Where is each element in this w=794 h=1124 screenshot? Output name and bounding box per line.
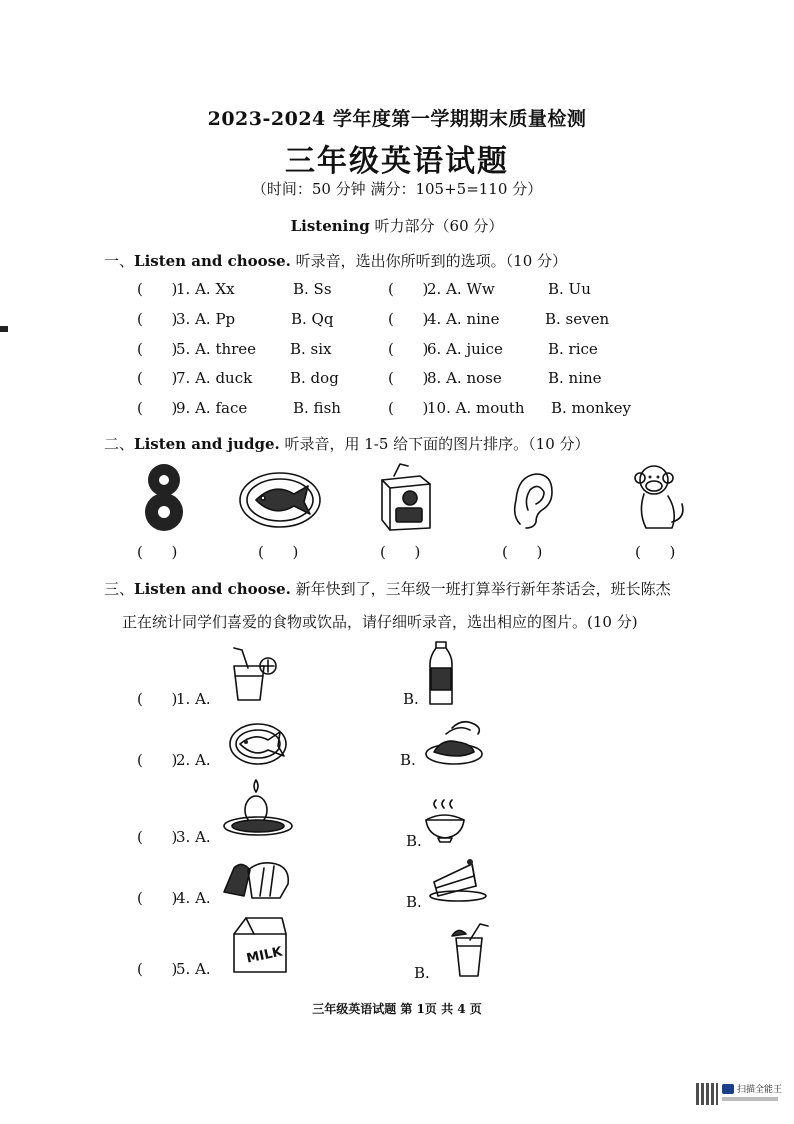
page-footer: 三年级英语试题 第 1页 共 4 页 xyxy=(312,1002,482,1016)
order-blank-1[interactable]: ( ) xyxy=(137,543,178,561)
exam-title: 三年级英语试题 xyxy=(285,144,509,179)
section1-number: 一、 xyxy=(104,252,135,270)
section1-heading xyxy=(104,250,567,271)
q9-option-b: B. fish xyxy=(293,399,341,417)
q7-option-a: 7. A. duck xyxy=(176,369,253,387)
choice-blank-4[interactable]: ( ) xyxy=(137,889,178,907)
juice-box-icon xyxy=(374,462,436,532)
q3-option-a: 3. A. Pp xyxy=(176,310,236,328)
item3-label-b: B. xyxy=(406,832,422,850)
item3-label-a: 3. A. xyxy=(176,828,211,846)
listening-part-heading xyxy=(0,215,794,236)
q2-option-b: B. Uu xyxy=(548,280,591,298)
item2-label-b: B. xyxy=(400,751,416,769)
item4-label-b: B. xyxy=(406,893,422,911)
fish-plate-icon xyxy=(228,720,292,768)
q2-option-a: 2. A. Ww xyxy=(427,280,495,298)
section3-heading-en: Listen and choose. xyxy=(134,580,291,598)
egg-on-plate-icon xyxy=(222,778,294,838)
q7-option-b: B. dog xyxy=(290,369,339,387)
q10-option-a: 10. A. mouth xyxy=(427,399,525,417)
q1-option-a: 1. A. Xx xyxy=(176,280,235,298)
q6-option-b: B. rice xyxy=(548,340,598,358)
answer-blank-7[interactable]: ( ) xyxy=(137,369,178,387)
number-eight-icon xyxy=(140,462,188,532)
q10-option-b: B. monkey xyxy=(551,399,631,417)
choice-blank-3[interactable]: ( ) xyxy=(137,828,178,846)
hot-meat-plate-icon xyxy=(422,716,492,768)
answer-blank-10[interactable]: ( ) xyxy=(388,399,429,417)
answer-blank-8[interactable]: ( ) xyxy=(388,369,429,387)
section2-heading xyxy=(104,433,590,454)
cake-slice-icon xyxy=(428,856,492,902)
scanner-logo-icon xyxy=(722,1084,734,1094)
section3-heading xyxy=(104,578,671,599)
q9-option-a: 9. A. face xyxy=(176,399,248,417)
rice-bowl-icon xyxy=(422,798,468,842)
q4-option-a: 4. A. nine xyxy=(427,310,500,328)
listening-label-cn: 听力部分（60 分） xyxy=(369,217,504,235)
water-bottle-icon xyxy=(426,640,456,708)
item4-label-a: 4. A. xyxy=(176,889,211,907)
item1-label-a: 1. A. xyxy=(176,690,211,708)
listening-label-en: Listening xyxy=(290,217,370,235)
section3-heading-line2: 正在统计同学们喜爱的食物或饮品，请仔细听录音，选出相应的图片。(10 分) xyxy=(122,613,638,631)
item5-label-b: B. xyxy=(414,964,430,982)
milk-carton-icon xyxy=(230,914,290,976)
q6-option-a: 6. A. juice xyxy=(427,340,503,358)
choice-blank-2[interactable]: ( ) xyxy=(137,751,178,769)
juice-glass-icon xyxy=(220,646,284,702)
order-blank-2[interactable]: ( ) xyxy=(258,543,299,561)
qr-code-icon xyxy=(696,1083,718,1105)
answer-blank-9[interactable]: ( ) xyxy=(137,399,178,417)
q8-option-a: 8. A. nose xyxy=(427,369,502,387)
q5-option-b: B. six xyxy=(290,340,332,358)
answer-blank-6[interactable]: ( ) xyxy=(388,340,429,358)
q3-option-b: B. Qq xyxy=(291,310,334,328)
q4-option-b: B. seven xyxy=(545,310,610,328)
order-blank-3[interactable]: ( ) xyxy=(380,543,421,561)
exam-time-and-score: （时间：50 分钟 满分：105+5=110 分） xyxy=(251,180,543,198)
juice-glass-icon xyxy=(444,922,494,978)
bread-icon xyxy=(220,858,292,902)
answer-blank-5[interactable]: ( ) xyxy=(137,340,178,358)
order-blank-4[interactable]: ( ) xyxy=(502,543,543,561)
section3-number: 三、 xyxy=(104,580,135,598)
section1-heading-en: Listen and choose. xyxy=(134,252,291,270)
answer-blank-2[interactable]: ( ) xyxy=(388,280,429,298)
section2-heading-cn: 听录音，用 1-5 给下面的图片排序。（10 分） xyxy=(279,435,590,453)
exam-title-line1: 2023-2024 学年度第一学期期末质量检测 xyxy=(207,108,587,130)
order-blank-5[interactable]: ( ) xyxy=(635,543,676,561)
milk-label: MILK xyxy=(245,944,284,967)
monkey-icon xyxy=(632,462,688,532)
item2-label-a: 2. A. xyxy=(176,751,211,769)
fish-on-plate-icon xyxy=(238,470,322,530)
choice-blank-1[interactable]: ( ) xyxy=(137,690,178,708)
item5-label-a: 5. A. xyxy=(176,960,211,978)
answer-blank-1[interactable]: ( ) xyxy=(137,280,178,298)
section2-heading-en: Listen and judge. xyxy=(134,435,280,453)
q1-option-b: B. Ss xyxy=(293,280,332,298)
scan-edge-mark xyxy=(0,326,8,332)
section2-number: 二、 xyxy=(104,435,135,453)
section1-heading-cn: 听录音，选出你所听到的选项。（10 分） xyxy=(290,252,568,270)
answer-blank-4[interactable]: ( ) xyxy=(388,310,429,328)
section3-heading-cn: 新年快到了，三年级一班打算举行新年茶话会，班长陈杰 xyxy=(290,580,671,598)
item1-label-b: B. xyxy=(403,690,419,708)
answer-blank-3[interactable]: ( ) xyxy=(137,310,178,328)
scanner-watermark-subline xyxy=(722,1097,778,1101)
ear-icon xyxy=(506,470,556,530)
q8-option-b: B. nine xyxy=(548,369,602,387)
scanner-watermark-text: 扫描全能王 xyxy=(737,1085,783,1095)
choice-blank-5[interactable]: ( ) xyxy=(137,960,178,978)
q5-option-a: 5. A. three xyxy=(176,340,257,358)
